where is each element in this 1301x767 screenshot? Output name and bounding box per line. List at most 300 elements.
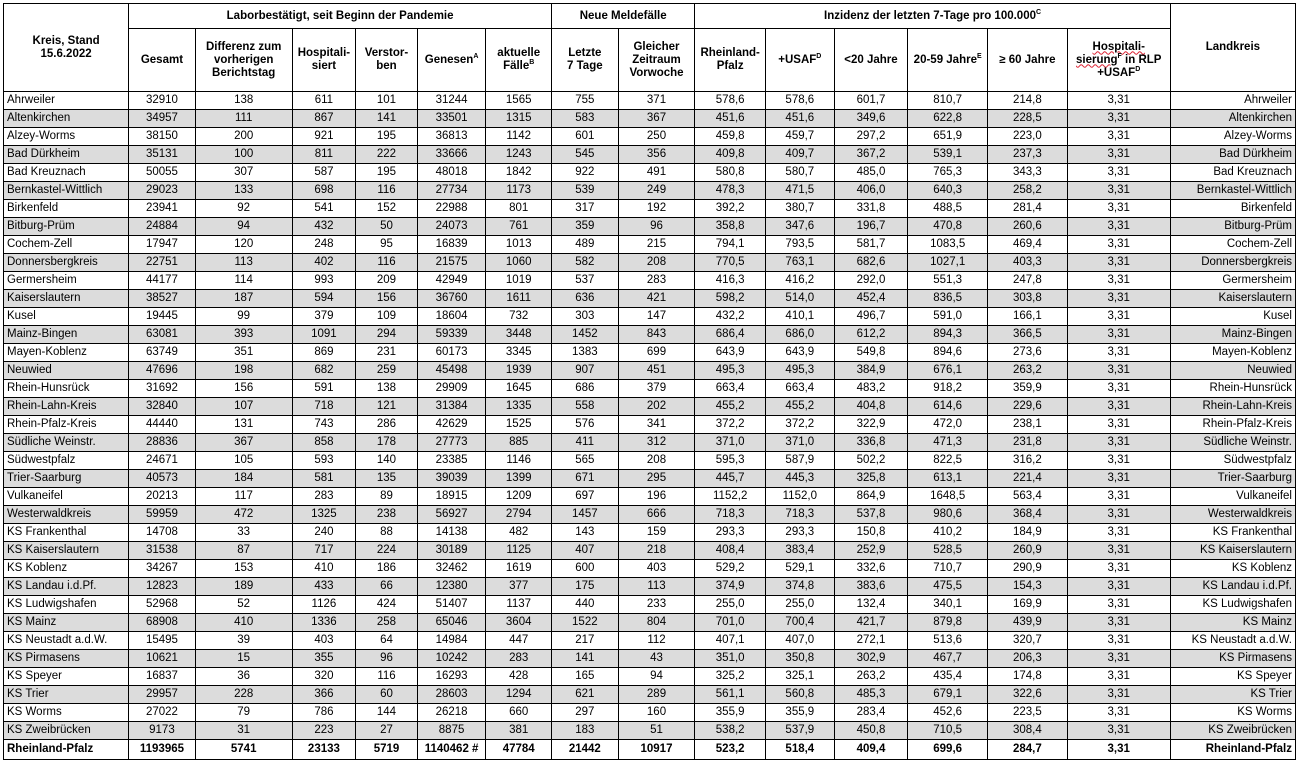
- cell-inzidenz-unter-20: 196,7: [834, 218, 908, 236]
- cell-hospitalisiert: 611: [292, 92, 356, 110]
- cell-kreis: Cochem-Zell: [4, 236, 129, 254]
- cell-aktuelle-faelle: 47784: [486, 740, 552, 760]
- cell-genesen: 23385: [417, 452, 486, 470]
- cell-inzidenz-unter-20: 450,8: [834, 722, 908, 740]
- cell-letzte-7-tage: 143: [552, 524, 619, 542]
- cell-landkreis: Rhein-Lahn-Kreis: [1170, 398, 1295, 416]
- cell-differenz: 156: [195, 380, 292, 398]
- cell-landkreis: Germersheim: [1170, 272, 1295, 290]
- cell-aktuelle-faelle: 1565: [486, 92, 552, 110]
- cell-genesen: 56927: [417, 506, 486, 524]
- cell-aktuelle-faelle: 3604: [486, 614, 552, 632]
- cell-inzidenz-rlp: 598,2: [695, 290, 766, 308]
- cell-hospitalisierung-rate: 3,31: [1067, 596, 1170, 614]
- cell-kreis: KS Worms: [4, 704, 129, 722]
- header-letzte-7-tage: Letzte 7 Tage: [552, 29, 619, 92]
- cell-verstorben: 258: [356, 614, 418, 632]
- cell-hospitalisierung-rate: 3,31: [1067, 452, 1170, 470]
- cell-inzidenz-rlp: 432,2: [695, 308, 766, 326]
- cell-aktuelle-faelle: 1294: [486, 686, 552, 704]
- cell-inzidenz-unter-20: 549,8: [834, 344, 908, 362]
- cell-gleicher-zeitraum: 804: [618, 614, 695, 632]
- cell-gleicher-zeitraum: 196: [618, 488, 695, 506]
- cell-inzidenz-rlp: 529,2: [695, 560, 766, 578]
- cell-differenz: 33: [195, 524, 292, 542]
- header-differenz: Differenz zum vorherigen Berichtstag: [195, 29, 292, 92]
- cell-differenz: 228: [195, 686, 292, 704]
- cell-letzte-7-tage: 671: [552, 470, 619, 488]
- cell-kreis: Neuwied: [4, 362, 129, 380]
- cell-verstorben: 60: [356, 686, 418, 704]
- cell-letzte-7-tage: 141: [552, 650, 619, 668]
- cell-inzidenz-ab-60: 563,4: [988, 488, 1068, 506]
- cell-letzte-7-tage: 686: [552, 380, 619, 398]
- table-container: [3, 3, 1296, 760]
- cell-gleicher-zeitraum: 96: [618, 218, 695, 236]
- cell-gleicher-zeitraum: 160: [618, 704, 695, 722]
- cell-differenz: 92: [195, 200, 292, 218]
- cell-differenz: 410: [195, 614, 292, 632]
- cell-inzidenz-rlp: 561,1: [695, 686, 766, 704]
- cell-genesen: 42629: [417, 416, 486, 434]
- cell-genesen: 16293: [417, 668, 486, 686]
- cell-kreis: Altenkirchen: [4, 110, 129, 128]
- cell-gesamt: 63081: [129, 326, 196, 344]
- cell-inzidenz-unter-20: 331,8: [834, 200, 908, 218]
- cell-gesamt: 14708: [129, 524, 196, 542]
- cell-differenz: 39: [195, 632, 292, 650]
- cell-genesen: 60173: [417, 344, 486, 362]
- cell-gesamt: 31692: [129, 380, 196, 398]
- cell-aktuelle-faelle: 1013: [486, 236, 552, 254]
- cell-letzte-7-tage: 1452: [552, 326, 619, 344]
- cell-kreis: Rhein-Pfalz-Kreis: [4, 416, 129, 434]
- cell-hospitalisierung-rate: 3,31: [1067, 686, 1170, 704]
- cell-aktuelle-faelle: 660: [486, 704, 552, 722]
- cell-inzidenz-ab-60: 284,7: [988, 740, 1068, 760]
- cell-inzidenz-20-59: 894,6: [908, 344, 988, 362]
- cell-hospitalisierung-rate: 3,31: [1067, 740, 1170, 760]
- cell-inzidenz-20-59: 622,8: [908, 110, 988, 128]
- cell-gleicher-zeitraum: 250: [618, 128, 695, 146]
- cell-inzidenz-ab-60: 359,9: [988, 380, 1068, 398]
- cell-inzidenz-usaf: 514,0: [766, 290, 835, 308]
- cell-letzte-7-tage: 583: [552, 110, 619, 128]
- cell-landkreis: Ahrweiler: [1170, 92, 1295, 110]
- cell-aktuelle-faelle: 1315: [486, 110, 552, 128]
- cell-inzidenz-ab-60: 184,9: [988, 524, 1068, 542]
- cell-inzidenz-rlp: 643,9: [695, 344, 766, 362]
- cell-hospitalisiert: 355: [292, 650, 356, 668]
- cell-genesen: 14984: [417, 632, 486, 650]
- cell-genesen: 14138: [417, 524, 486, 542]
- table-row: [4, 398, 1296, 416]
- table-row: [4, 92, 1296, 110]
- cell-landkreis: KS Ludwigshafen: [1170, 596, 1295, 614]
- cell-gesamt: 31538: [129, 542, 196, 560]
- cell-hospitalisiert: 594: [292, 290, 356, 308]
- table-row: [4, 128, 1296, 146]
- cell-aktuelle-faelle: 482: [486, 524, 552, 542]
- cell-gleicher-zeitraum: 451: [618, 362, 695, 380]
- cell-kreis: KS Mainz: [4, 614, 129, 632]
- cell-inzidenz-20-59: 410,2: [908, 524, 988, 542]
- header-usaf: $+USAF^D$: [766, 29, 835, 92]
- cell-inzidenz-20-59: 651,9: [908, 128, 988, 146]
- cell-gesamt: 63749: [129, 344, 196, 362]
- header-hospitalisiert: Hospitali- siert: [292, 29, 356, 92]
- cell-aktuelle-faelle: 1060: [486, 254, 552, 272]
- cell-aktuelle-faelle: 3345: [486, 344, 552, 362]
- cell-hospitalisierung-rate: 3,31: [1067, 344, 1170, 362]
- cell-differenz: 31: [195, 722, 292, 740]
- table-row: [4, 326, 1296, 344]
- cell-differenz: 36: [195, 668, 292, 686]
- cell-hospitalisierung-rate: 3,31: [1067, 434, 1170, 452]
- cell-landkreis: Altenkirchen: [1170, 110, 1295, 128]
- cell-letzte-7-tage: 582: [552, 254, 619, 272]
- cell-genesen: 31384: [417, 398, 486, 416]
- cell-inzidenz-usaf: 459,7: [766, 128, 835, 146]
- cell-hospitalisiert: 223: [292, 722, 356, 740]
- cell-inzidenz-rlp: 416,3: [695, 272, 766, 290]
- cell-verstorben: 101: [356, 92, 418, 110]
- cell-differenz: 100: [195, 146, 292, 164]
- cell-genesen: 45498: [417, 362, 486, 380]
- cell-hospitalisiert: 921: [292, 128, 356, 146]
- cell-gleicher-zeitraum: 43: [618, 650, 695, 668]
- header-group-inzidenz: Inzidenz der letzten 7-Tage pro $100.000^C$: [695, 4, 1170, 29]
- cell-verstorben: 96: [356, 650, 418, 668]
- cell-landkreis: Trier-Saarburg: [1170, 470, 1295, 488]
- cell-inzidenz-usaf: 416,2: [766, 272, 835, 290]
- cell-hospitalisierung-rate: 3,31: [1067, 290, 1170, 308]
- cell-inzidenz-ab-60: 368,4: [988, 506, 1068, 524]
- cell-inzidenz-rlp: 371,0: [695, 434, 766, 452]
- total-row: [4, 740, 1296, 760]
- cell-landkreis: KS Speyer: [1170, 668, 1295, 686]
- cell-inzidenz-ab-60: 247,8: [988, 272, 1068, 290]
- cell-aktuelle-faelle: 1146: [486, 452, 552, 470]
- cell-genesen: 28603: [417, 686, 486, 704]
- cell-gleicher-zeitraum: 491: [618, 164, 695, 182]
- cell-hospitalisierung-rate: 3,31: [1067, 488, 1170, 506]
- cell-aktuelle-faelle: 1645: [486, 380, 552, 398]
- cell-kreis: Bad Dürkheim: [4, 146, 129, 164]
- cell-letzte-7-tage: 297: [552, 704, 619, 722]
- cell-kreis: Trier-Saarburg: [4, 470, 129, 488]
- cell-kreis: Vulkaneifel: [4, 488, 129, 506]
- cell-inzidenz-unter-20: 332,6: [834, 560, 908, 578]
- cell-inzidenz-20-59: 513,6: [908, 632, 988, 650]
- cell-inzidenz-usaf: 380,7: [766, 200, 835, 218]
- cell-verstorben: 89: [356, 488, 418, 506]
- cell-inzidenz-usaf: 371,0: [766, 434, 835, 452]
- cell-kreis: KS Ludwigshafen: [4, 596, 129, 614]
- cell-landkreis: Südliche Weinstr.: [1170, 434, 1295, 452]
- cell-letzte-7-tage: 489: [552, 236, 619, 254]
- cell-hospitalisiert: 1126: [292, 596, 356, 614]
- cell-verstorben: 222: [356, 146, 418, 164]
- cell-hospitalisierung-rate: 3,31: [1067, 92, 1170, 110]
- cell-landkreis: Vulkaneifel: [1170, 488, 1295, 506]
- cell-differenz: 87: [195, 542, 292, 560]
- cell-differenz: 5741: [195, 740, 292, 760]
- cell-inzidenz-20-59: 591,0: [908, 308, 988, 326]
- cell-hospitalisiert: 869: [292, 344, 356, 362]
- cell-inzidenz-ab-60: 316,2: [988, 452, 1068, 470]
- cell-landkreis: KS Zweibrücken: [1170, 722, 1295, 740]
- cell-hospitalisiert: 248: [292, 236, 356, 254]
- cell-aktuelle-faelle: 1335: [486, 398, 552, 416]
- header-gleicher-zeitraum: Gleicher Zeitraum Vorwoche: [618, 29, 695, 92]
- table-row: [4, 596, 1296, 614]
- cell-hospitalisiert: 591: [292, 380, 356, 398]
- cell-inzidenz-ab-60: 229,6: [988, 398, 1068, 416]
- cell-hospitalisierung-rate: 3,31: [1067, 254, 1170, 272]
- cell-hospitalisierung-rate: 3,31: [1067, 146, 1170, 164]
- header-ab-60: ≥ 60 Jahre: [988, 29, 1068, 92]
- cell-inzidenz-ab-60: 366,5: [988, 326, 1068, 344]
- cell-inzidenz-ab-60: 221,4: [988, 470, 1068, 488]
- header-aktuelle-faelle: aktuelle Fälle$^B$: [486, 29, 552, 92]
- cell-inzidenz-ab-60: 439,9: [988, 614, 1068, 632]
- cell-inzidenz-rlp: 523,2: [695, 740, 766, 760]
- table-row: [4, 380, 1296, 398]
- cell-aktuelle-faelle: 2794: [486, 506, 552, 524]
- cell-verstorben: 109: [356, 308, 418, 326]
- cell-inzidenz-20-59: 765,3: [908, 164, 988, 182]
- cell-genesen: 16839: [417, 236, 486, 254]
- cell-letzte-7-tage: 183: [552, 722, 619, 740]
- cell-inzidenz-usaf: 451,6: [766, 110, 835, 128]
- cell-letzte-7-tage: 636: [552, 290, 619, 308]
- cell-inzidenz-20-59: 551,3: [908, 272, 988, 290]
- cell-landkreis: Bad Dürkheim: [1170, 146, 1295, 164]
- cell-inzidenz-usaf: 410,1: [766, 308, 835, 326]
- cell-hospitalisierung-rate: 3,31: [1067, 200, 1170, 218]
- cell-verstorben: 88: [356, 524, 418, 542]
- cell-hospitalisiert: 698: [292, 182, 356, 200]
- cell-inzidenz-ab-60: 260,6: [988, 218, 1068, 236]
- cell-inzidenz-rlp: 374,9: [695, 578, 766, 596]
- cell-inzidenz-20-59: 810,7: [908, 92, 988, 110]
- cell-hospitalisierung-rate: 3,31: [1067, 236, 1170, 254]
- cell-verstorben: 116: [356, 182, 418, 200]
- cell-aktuelle-faelle: 381: [486, 722, 552, 740]
- header-group-laborbestaetigt: Laborbestätigt, seit Beginn der Pandemie: [129, 4, 552, 29]
- cell-gleicher-zeitraum: 371: [618, 92, 695, 110]
- cell-inzidenz-usaf: 374,8: [766, 578, 835, 596]
- cell-gesamt: 52968: [129, 596, 196, 614]
- cell-gleicher-zeitraum: 159: [618, 524, 695, 542]
- cell-gesamt: 12823: [129, 578, 196, 596]
- cell-hospitalisierung-rate: 3,31: [1067, 110, 1170, 128]
- cell-inzidenz-usaf: 793,5: [766, 236, 835, 254]
- cell-letzte-7-tage: 545: [552, 146, 619, 164]
- cell-inzidenz-20-59: 340,1: [908, 596, 988, 614]
- cell-inzidenz-ab-60: 260,9: [988, 542, 1068, 560]
- cell-inzidenz-unter-20: 409,4: [834, 740, 908, 760]
- cell-hospitalisiert: 410: [292, 560, 356, 578]
- cell-gesamt: 9173: [129, 722, 196, 740]
- cell-gesamt: 27022: [129, 704, 196, 722]
- cell-aktuelle-faelle: 1173: [486, 182, 552, 200]
- cell-kreis: Bad Kreuznach: [4, 164, 129, 182]
- cell-gleicher-zeitraum: 666: [618, 506, 695, 524]
- cell-verstorben: 144: [356, 704, 418, 722]
- cell-inzidenz-ab-60: 303,8: [988, 290, 1068, 308]
- cell-aktuelle-faelle: 1399: [486, 470, 552, 488]
- cell-genesen: 30189: [417, 542, 486, 560]
- cell-differenz: 107: [195, 398, 292, 416]
- cell-kreis: Birkenfeld: [4, 200, 129, 218]
- cell-inzidenz-ab-60: 214,8: [988, 92, 1068, 110]
- cell-letzte-7-tage: 576: [552, 416, 619, 434]
- cell-hospitalisiert: 743: [292, 416, 356, 434]
- cell-inzidenz-rlp: 351,0: [695, 650, 766, 668]
- cell-letzte-7-tage: 907: [552, 362, 619, 380]
- cell-gesamt: 50055: [129, 164, 196, 182]
- cell-inzidenz-20-59: 435,4: [908, 668, 988, 686]
- cell-hospitalisierung-rate: 3,31: [1067, 164, 1170, 182]
- cell-verstorben: 294: [356, 326, 418, 344]
- cell-landkreis: KS Landau i.d.Pf.: [1170, 578, 1295, 596]
- cell-kreis: Germersheim: [4, 272, 129, 290]
- cell-inzidenz-usaf: 293,3: [766, 524, 835, 542]
- cell-kreis: Kusel: [4, 308, 129, 326]
- cell-inzidenz-unter-20: 612,2: [834, 326, 908, 344]
- cell-inzidenz-usaf: 700,4: [766, 614, 835, 632]
- cell-hospitalisierung-rate: 3,31: [1067, 398, 1170, 416]
- cell-inzidenz-20-59: 1027,1: [908, 254, 988, 272]
- cell-landkreis: Rhein-Hunsrück: [1170, 380, 1295, 398]
- cell-inzidenz-usaf: 1152,0: [766, 488, 835, 506]
- cell-landkreis: KS Koblenz: [1170, 560, 1295, 578]
- cell-inzidenz-rlp: 595,3: [695, 452, 766, 470]
- cell-gleicher-zeitraum: 112: [618, 632, 695, 650]
- cell-hospitalisierung-rate: 3,31: [1067, 632, 1170, 650]
- cell-inzidenz-usaf: 495,3: [766, 362, 835, 380]
- cell-hospitalisiert: 403: [292, 632, 356, 650]
- cell-genesen: 31244: [417, 92, 486, 110]
- cell-differenz: 472: [195, 506, 292, 524]
- cell-inzidenz-rlp: 445,7: [695, 470, 766, 488]
- cell-inzidenz-usaf: 587,9: [766, 452, 835, 470]
- cell-genesen: 29909: [417, 380, 486, 398]
- cell-inzidenz-ab-60: 223,5: [988, 704, 1068, 722]
- table-row: [4, 110, 1296, 128]
- cell-gesamt: 29023: [129, 182, 196, 200]
- cell-genesen: 26218: [417, 704, 486, 722]
- cell-inzidenz-usaf: 409,7: [766, 146, 835, 164]
- cell-genesen: 36760: [417, 290, 486, 308]
- cell-aktuelle-faelle: 377: [486, 578, 552, 596]
- cell-hospitalisiert: 366: [292, 686, 356, 704]
- cell-letzte-7-tage: 1383: [552, 344, 619, 362]
- cell-inzidenz-ab-60: 258,2: [988, 182, 1068, 200]
- cell-inzidenz-ab-60: 174,8: [988, 668, 1068, 686]
- cell-inzidenz-unter-20: 483,2: [834, 380, 908, 398]
- cell-inzidenz-usaf: 580,7: [766, 164, 835, 182]
- cell-landkreis: Kusel: [1170, 308, 1295, 326]
- cell-verstorben: 66: [356, 578, 418, 596]
- table-row: [4, 614, 1296, 632]
- cell-aktuelle-faelle: 1209: [486, 488, 552, 506]
- cell-aktuelle-faelle: 1611: [486, 290, 552, 308]
- cell-inzidenz-20-59: 614,6: [908, 398, 988, 416]
- cell-kreis: Ahrweiler: [4, 92, 129, 110]
- cell-differenz: 187: [195, 290, 292, 308]
- cell-inzidenz-usaf: 763,1: [766, 254, 835, 272]
- cell-kreis: Rheinland-Pfalz: [4, 740, 129, 760]
- table-row: [4, 218, 1296, 236]
- cell-gleicher-zeitraum: 699: [618, 344, 695, 362]
- cell-differenz: 189: [195, 578, 292, 596]
- cell-gleicher-zeitraum: 147: [618, 308, 695, 326]
- cell-verstorben: 152: [356, 200, 418, 218]
- cell-verstorben: 141: [356, 110, 418, 128]
- cell-landkreis: Kaiserslautern: [1170, 290, 1295, 308]
- cell-inzidenz-usaf: 663,4: [766, 380, 835, 398]
- cell-inzidenz-usaf: 445,3: [766, 470, 835, 488]
- cell-inzidenz-unter-20: 367,2: [834, 146, 908, 164]
- cell-verstorben: 121: [356, 398, 418, 416]
- cell-gesamt: 40573: [129, 470, 196, 488]
- table-body: [4, 92, 1296, 760]
- cell-inzidenz-usaf: 560,8: [766, 686, 835, 704]
- table-row: [4, 632, 1296, 650]
- cell-verstorben: 135: [356, 470, 418, 488]
- cell-gesamt: 10621: [129, 650, 196, 668]
- cell-hospitalisierung-rate: 3,31: [1067, 326, 1170, 344]
- cell-inzidenz-rlp: 578,6: [695, 92, 766, 110]
- cell-inzidenz-usaf: 350,8: [766, 650, 835, 668]
- cell-letzte-7-tage: 359: [552, 218, 619, 236]
- cell-genesen: 36813: [417, 128, 486, 146]
- cell-inzidenz-unter-20: 349,6: [834, 110, 908, 128]
- cell-landkreis: KS Mainz: [1170, 614, 1295, 632]
- cell-landkreis: Neuwied: [1170, 362, 1295, 380]
- cell-aktuelle-faelle: 428: [486, 668, 552, 686]
- cell-inzidenz-ab-60: 169,9: [988, 596, 1068, 614]
- cell-letzte-7-tage: 697: [552, 488, 619, 506]
- cell-hospitalisierung-rate: 3,31: [1067, 308, 1170, 326]
- cell-landkreis: KS Kaiserslautern: [1170, 542, 1295, 560]
- cell-inzidenz-20-59: 470,8: [908, 218, 988, 236]
- cell-letzte-7-tage: 1457: [552, 506, 619, 524]
- cell-aktuelle-faelle: 283: [486, 650, 552, 668]
- cell-landkreis: Bad Kreuznach: [1170, 164, 1295, 182]
- cell-differenz: 367: [195, 434, 292, 452]
- table-header: [4, 4, 1296, 92]
- cell-inzidenz-unter-20: 421,7: [834, 614, 908, 632]
- cell-verstorben: 178: [356, 434, 418, 452]
- cell-gesamt: 17947: [129, 236, 196, 254]
- cell-kreis: KS Zweibrücken: [4, 722, 129, 740]
- cell-kreis: Westerwaldkreis: [4, 506, 129, 524]
- cell-verstorben: 195: [356, 128, 418, 146]
- cell-hospitalisierung-rate: 3,31: [1067, 218, 1170, 236]
- cell-gleicher-zeitraum: 843: [618, 326, 695, 344]
- cell-landkreis: KS Frankenthal: [1170, 524, 1295, 542]
- cell-inzidenz-usaf: 347,6: [766, 218, 835, 236]
- cell-inzidenz-20-59: 699,6: [908, 740, 988, 760]
- cell-gesamt: 24671: [129, 452, 196, 470]
- cell-inzidenz-20-59: 894,3: [908, 326, 988, 344]
- cell-differenz: 200: [195, 128, 292, 146]
- cell-inzidenz-usaf: 686,0: [766, 326, 835, 344]
